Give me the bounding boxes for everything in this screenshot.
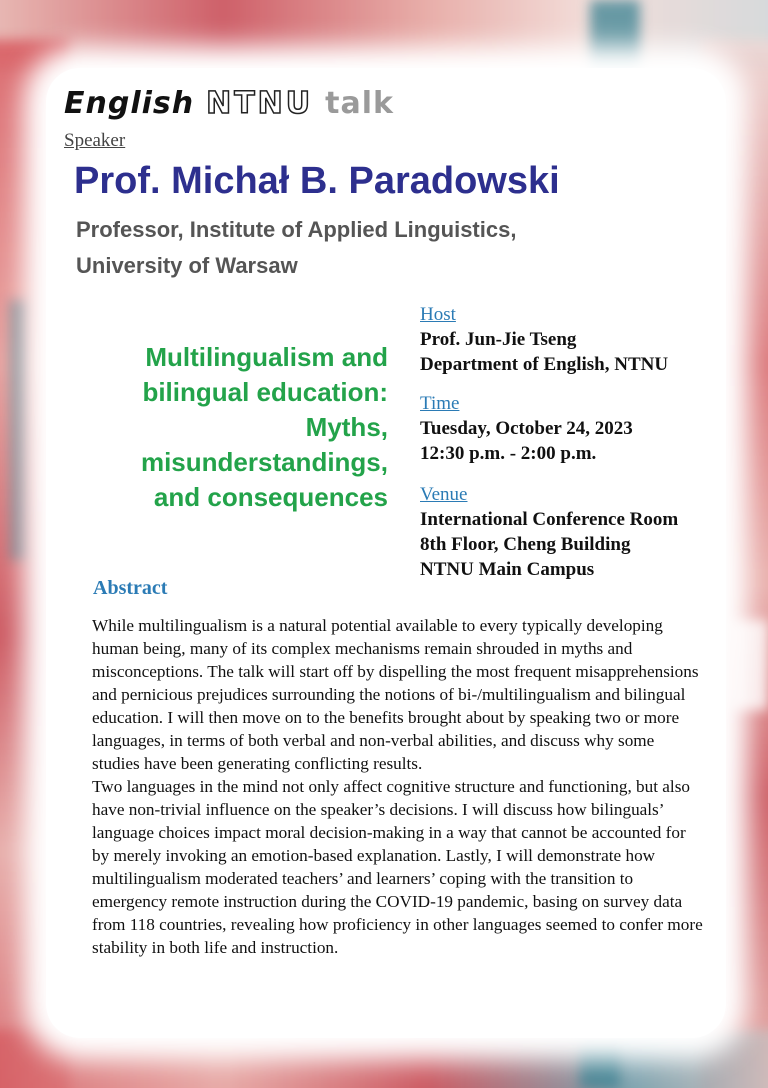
logo-word-ntnu: NTNU: [206, 85, 314, 121]
venue-label: Venue: [420, 484, 468, 505]
talk-title: [92, 340, 388, 515]
logo-word-english: English: [64, 85, 195, 121]
speaker-name: Prof. Michał B. Paradowski: [74, 160, 560, 202]
event-date: Tuesday, October 24, 2023: [420, 418, 633, 439]
time-label: Time: [420, 393, 460, 414]
abstract-paragraph: Two languages in the mind not only affect cognitive structure and functioning, but also have non-trivial influence on the speaker’s decisions. I will discuss how bilinguals’ language choices impact moral decision-making in a way that cannot be accounted for by merely invoking an emotion-based explanation. Lastly, I will demonstrate how multilingualism moderated teachers’ and learners’ coping with the transition to emergency remote instruction during the COVID-19 pandemic, basing on survey data from 118 countries, revealing how proficiency in other languages seemed to confer more stability in both life and instruction.: [92, 777, 703, 957]
talk-title-line: misunderstandings,: [140, 447, 388, 477]
host-section: [420, 303, 740, 377]
talk-title-line: Multilingualism and: [145, 342, 388, 372]
host-department: Department of English, NTNU: [420, 354, 669, 375]
time-section: [420, 392, 740, 466]
talk-title-line: and consequences: [153, 482, 388, 512]
event-hours: 12:30 p.m. - 2:00 p.m.: [420, 443, 597, 464]
venue-campus: NTNU Main Campus: [420, 559, 595, 580]
speaker-title-line: Professor, Institute of Applied Linguistics,: [76, 217, 517, 242]
abstract-heading: Abstract: [93, 577, 168, 599]
logo-word-talk: talk: [325, 85, 394, 121]
host-label: Host: [420, 304, 456, 325]
talk-title-line: bilingual education:: [142, 377, 388, 407]
abstract-paragraph: While multilingualism is a natural potential available to every typically developing human being, many of its complex mechanisms remain shrouded in myths and misconceptions. The talk will start off by dispelling the most frequent misapprehensions and pernicious prejudices surrounding the notions of bi-/multilingualism and bilingual education. I will then move on to the benefits brought about by speaking two or more languages, in terms of both verbal and non-verbal abilities, and discuss why some studies have been generating conflicting results.: [92, 616, 699, 773]
talk-title-line: Myths,: [305, 412, 388, 442]
speaker-label: Speaker: [64, 130, 126, 151]
venue-room: International Conference Room: [420, 509, 679, 530]
english-ntnu-talk-logo: [64, 86, 394, 120]
venue-section: [420, 483, 740, 582]
host-name: Prof. Jun-Jie Tseng: [420, 329, 577, 350]
abstract-body: [92, 614, 704, 959]
speaker-affiliation: [76, 212, 636, 284]
venue-floor: 8th Floor, Cheng Building: [420, 534, 631, 555]
speaker-institution-line: University of Warsaw: [76, 253, 298, 278]
